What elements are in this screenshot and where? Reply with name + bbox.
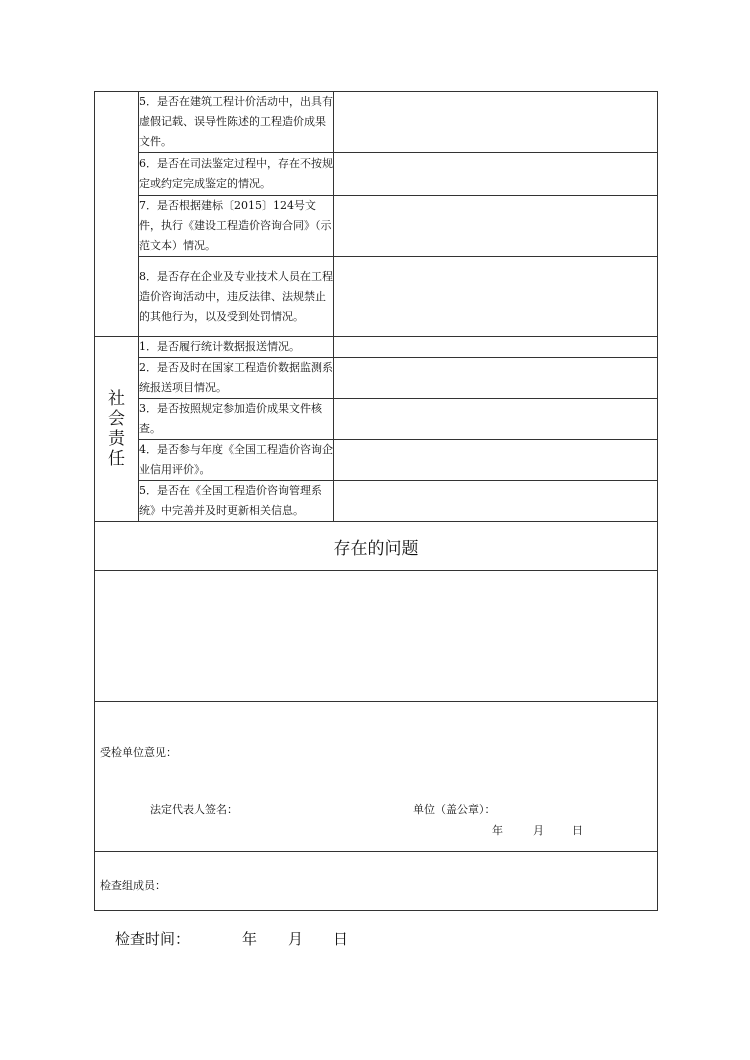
inspection-year: 年 <box>242 930 258 948</box>
check-item: 7．是否根据建标〔2015〕124号文件，执行《建设工程造价咨询合同》（示范文本）情况。 <box>139 196 334 257</box>
table-row <box>95 257 658 337</box>
opinion-month: 月 <box>533 824 544 837</box>
inspection-form <box>94 91 657 911</box>
problems-input-area[interactable] <box>95 571 658 702</box>
result-cell[interactable] <box>334 481 658 522</box>
category-cell-social-responsibility <box>95 337 139 522</box>
inspection-month: 月 <box>288 930 304 948</box>
category-label: 社会责任 <box>108 389 125 469</box>
table-row <box>95 358 658 399</box>
category-cell-continued <box>95 92 139 337</box>
check-item: 5．是否在《全国工程造价咨询管理系统》中完善并及时更新相关信息。 <box>139 481 334 522</box>
problems-title: 存在的问题 <box>95 522 658 571</box>
table-row <box>95 481 658 522</box>
table-row <box>95 337 658 358</box>
members-row <box>95 852 658 911</box>
table-row <box>95 196 658 257</box>
legal-rep-signature-label: 法定代表人签名： <box>150 803 238 816</box>
table-row <box>95 153 658 196</box>
table-row <box>95 399 658 440</box>
result-cell[interactable] <box>334 440 658 481</box>
result-cell[interactable] <box>334 92 658 153</box>
result-cell[interactable] <box>334 337 658 358</box>
opinion-day: 日 <box>572 824 583 837</box>
check-item: 2．是否及时在国家工程造价数据监测系统报送项目情况。 <box>139 358 334 399</box>
problems-header-row <box>95 522 658 571</box>
table-row <box>95 440 658 481</box>
opinion-year: 年 <box>492 824 503 837</box>
check-item: 6．是否在司法鉴定过程中，存在不按规定或约定完成鉴定的情况。 <box>139 153 334 196</box>
check-item: 4．是否参与年度《全国工程造价咨询企业信用评价》。 <box>139 440 334 481</box>
opinion-row <box>95 702 658 852</box>
result-cell[interactable] <box>334 358 658 399</box>
members-label: 检查组成员： <box>100 878 166 892</box>
inspection-day: 日 <box>333 930 349 948</box>
check-item: 3．是否按照规定参加造价成果文件核查。 <box>139 399 334 440</box>
members-cell[interactable] <box>95 852 658 911</box>
result-cell[interactable] <box>334 257 658 337</box>
table-row <box>95 92 658 153</box>
result-cell[interactable] <box>334 399 658 440</box>
inspection-time-label: 检查时间： <box>115 930 191 948</box>
opinion-label: 受检单位意见： <box>100 746 177 759</box>
result-cell[interactable] <box>334 153 658 196</box>
opinion-cell[interactable] <box>95 702 658 852</box>
check-item: 1．是否履行统计数据报送情况。 <box>139 337 334 358</box>
problems-body-row <box>95 571 658 702</box>
check-item: 8．是否存在企业及专业技术人员在工程造价咨询活动中，违反法律、法规禁止的其他行为，以及受到处罚情况。 <box>139 257 334 337</box>
unit-seal-label: 单位（盖公章）： <box>413 803 496 816</box>
inspection-table <box>94 91 658 911</box>
check-item: 5．是否在建筑工程计价活动中，出具有虚假记载、误导性陈述的工程造价成果文件。 <box>139 92 334 153</box>
result-cell[interactable] <box>334 196 658 257</box>
